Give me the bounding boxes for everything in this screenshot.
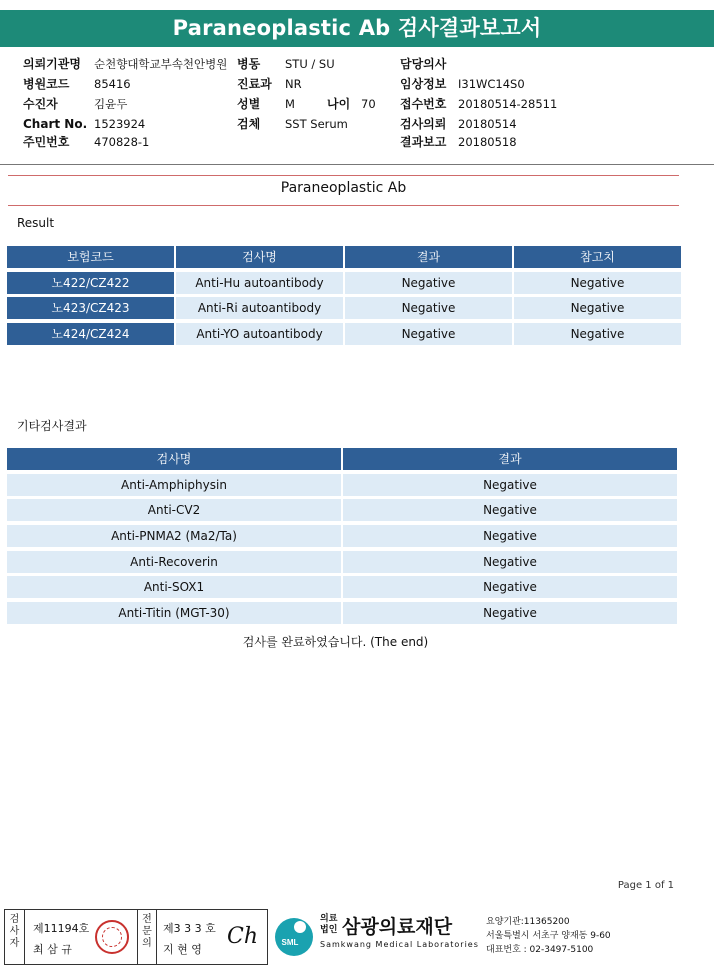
test-name-cell: Anti-Ri autoantibody <box>176 297 343 319</box>
table-row <box>7 576 679 598</box>
page-number: Page 1 of 1 <box>617 880 674 891</box>
org-phone: 대표번호 : 02-3497-5100 <box>486 945 594 955</box>
chart-label: Chart No. <box>23 117 88 131</box>
test-name-cell: Anti-Hu autoantibody <box>176 272 343 294</box>
id-label: 주민번호 <box>23 135 70 149</box>
insurance-code-cell: 노422/CZ422 <box>7 272 174 294</box>
result-cell: Negative <box>345 323 512 345</box>
tester-license: 제11194호 <box>33 922 90 935</box>
sex-label: 성별 <box>237 97 261 111</box>
other-results-table <box>7 448 679 628</box>
result-cell: Negative <box>343 602 677 624</box>
signature-box <box>4 909 268 965</box>
org-english-name: Samkwang Medical Laboratories <box>320 940 479 949</box>
header-cell: 결과 <box>343 448 677 470</box>
specimen-label: 검체 <box>237 117 261 131</box>
specimen-value: SST Serum <box>285 117 348 131</box>
section-title: Paraneoplastic Ab <box>280 180 407 196</box>
tester-name: 최 삼 규 <box>33 943 72 956</box>
org-type-2: 법인 <box>320 925 338 935</box>
id-value: 470828-1 <box>94 135 150 149</box>
sml-logo-icon <box>272 915 316 959</box>
result-cell: Negative <box>345 297 512 319</box>
result-table <box>7 246 683 349</box>
patient-name-value: 김윤두 <box>94 97 128 111</box>
hospital-code-value: 85416 <box>94 77 131 91</box>
patient-info-block <box>0 47 714 165</box>
doctor-name: 지 현 영 <box>163 943 202 956</box>
result-label: Result <box>17 216 55 230</box>
chart-value: 1523924 <box>94 117 146 131</box>
doctor-signature: Ch <box>227 924 259 949</box>
ward-value: STU / SU <box>285 57 335 71</box>
patient-label: 수진자 <box>23 97 58 111</box>
header-cell: 참고치 <box>514 246 681 268</box>
table-row <box>7 525 679 547</box>
header-cell: 검사명 <box>7 448 341 470</box>
seal-stamp <box>95 920 129 954</box>
header-cell: 검사명 <box>176 246 343 268</box>
department-value: NR <box>285 77 302 91</box>
accession-value: 20180514-28511 <box>458 97 558 111</box>
age-value: 70 <box>361 97 376 111</box>
doctor-license: 제3 3 3 호 <box>163 922 216 935</box>
test-name-cell: Anti-YO autoantibody <box>176 323 343 345</box>
result-cell: Negative <box>345 272 512 294</box>
section-divider-bottom <box>8 205 679 206</box>
result-cell: Negative <box>343 551 677 573</box>
hospital-code-label: 병원코드 <box>23 77 70 91</box>
institution-label: 의뢰기관명 <box>23 57 81 71</box>
reference-cell: Negative <box>514 323 681 345</box>
institution-value: 순천향대학교부속천안병원 <box>94 57 228 71</box>
insurance-code-cell: 노423/CZ423 <box>7 297 174 319</box>
request-date-value: 20180514 <box>458 117 517 131</box>
age-label: 나이 <box>327 97 351 111</box>
clinical-info-label: 임상정보 <box>400 77 447 91</box>
report-date-label: 결과보고 <box>400 135 447 149</box>
table-row <box>7 499 679 521</box>
org-address: 서울특별시 서초구 양재동 9-60 <box>486 931 611 941</box>
logo-text: SML <box>281 938 299 947</box>
result-table-header <box>7 246 683 268</box>
reference-cell: Negative <box>514 297 681 319</box>
table-row <box>7 474 679 496</box>
department-label: 진료과 <box>237 77 272 91</box>
accession-label: 접수번호 <box>400 97 447 111</box>
end-message: 검사를 완료하였습니다. (The end) <box>242 635 429 649</box>
doctor-label: 전문의 <box>137 910 157 964</box>
sex-value: M <box>285 97 295 111</box>
test-name-cell: Anti-PNMA2 (Ma2/Ta) <box>7 525 341 547</box>
section-divider-top <box>8 175 679 176</box>
table-row <box>7 297 683 319</box>
report-date-value: 20180518 <box>458 135 517 149</box>
result-cell: Negative <box>343 525 677 547</box>
physician-label: 담당의사 <box>400 57 447 71</box>
table-row <box>7 323 683 345</box>
test-name-cell: Anti-Titin (MGT-30) <box>7 602 341 624</box>
header-cell: 결과 <box>345 246 512 268</box>
result-cell: Negative <box>343 474 677 496</box>
table-row <box>7 602 679 624</box>
reference-cell: Negative <box>514 272 681 294</box>
request-date-label: 검사의뢰 <box>400 117 447 131</box>
report-title: Paraneoplastic Ab 검사결과보고서 <box>0 10 714 47</box>
ward-label: 병동 <box>237 57 261 71</box>
other-results-label: 기타검사결과 <box>17 419 87 433</box>
test-name-cell: Anti-CV2 <box>7 499 341 521</box>
org-name: 삼광의료재단 <box>342 916 453 938</box>
test-name-cell: Anti-Recoverin <box>7 551 341 573</box>
result-cell: Negative <box>343 576 677 598</box>
care-code: 요양기관:11365200 <box>486 917 570 927</box>
other-table-header <box>7 448 679 470</box>
insurance-code-cell: 노424/CZ424 <box>7 323 174 345</box>
clinical-info-value: I31WC14S0 <box>458 77 525 91</box>
org-type-1: 의료 <box>320 914 338 924</box>
header-cell: 보험코드 <box>7 246 174 268</box>
test-name-cell: Anti-SOX1 <box>7 576 341 598</box>
result-cell: Negative <box>343 499 677 521</box>
test-name-cell: Anti-Amphiphysin <box>7 474 341 496</box>
table-row <box>7 272 683 294</box>
tester-label: 검사자 <box>5 910 25 964</box>
table-row <box>7 551 679 573</box>
